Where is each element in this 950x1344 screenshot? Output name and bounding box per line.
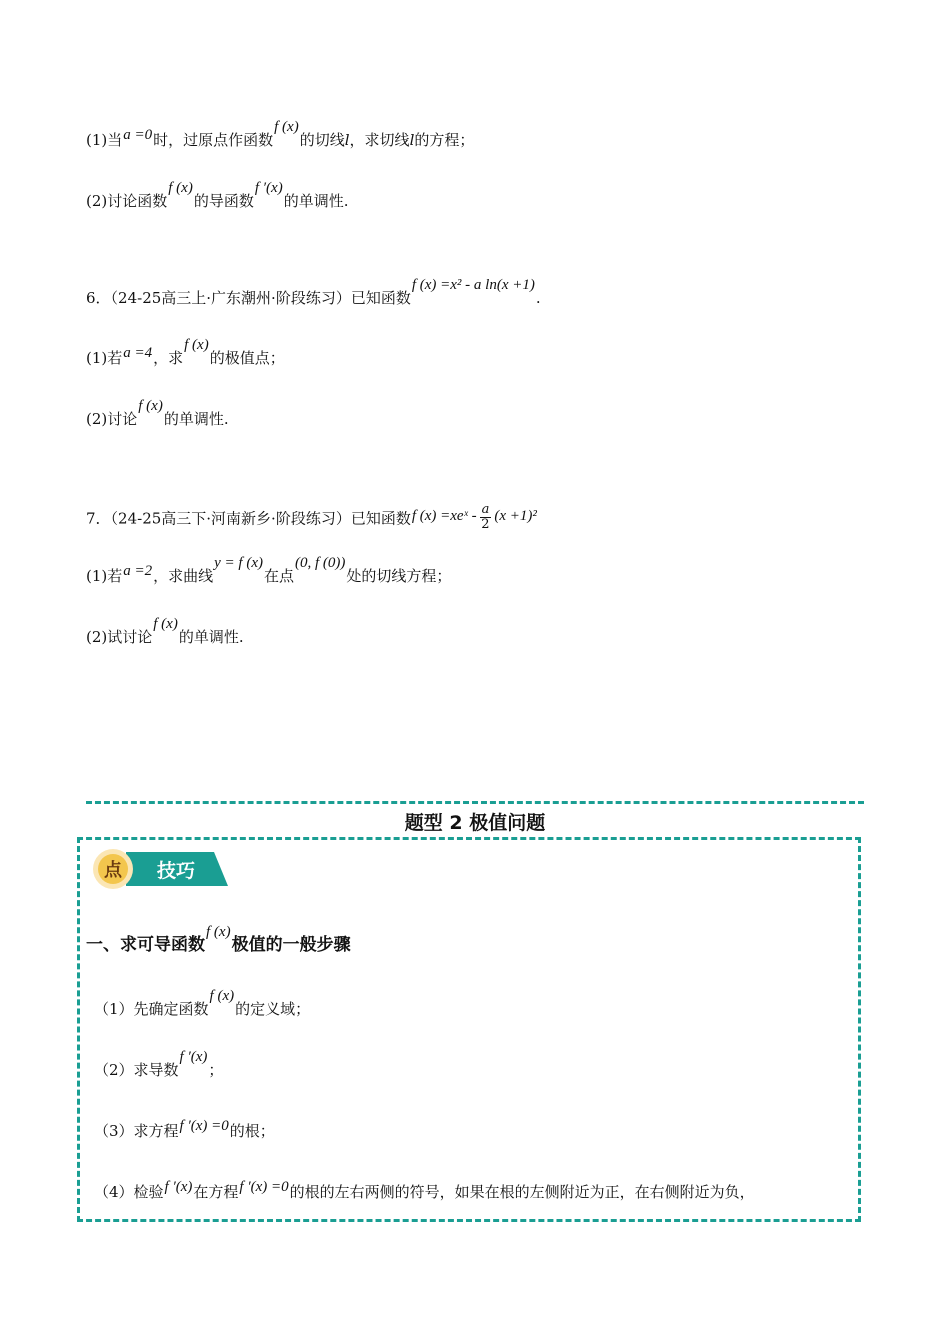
text: (1)若	[86, 567, 123, 585]
text: (1)当	[86, 131, 123, 149]
math: f ′(x) =0	[179, 1118, 229, 1134]
math: f (x)	[274, 119, 299, 135]
math: (x +1)²	[494, 507, 537, 524]
text: 的定义域；	[235, 1000, 311, 1018]
math: y = f (x)	[214, 555, 263, 571]
math: f (x) =xeˣ -	[411, 507, 477, 524]
text: 极值的一般步骤	[231, 935, 351, 955]
text: 在方程	[193, 1183, 239, 1201]
math: f (x)	[168, 180, 193, 196]
text: 一、求可导函数	[86, 935, 205, 955]
text: （2）求导数	[94, 1061, 179, 1079]
tips-box	[77, 837, 861, 1222]
fraction	[480, 503, 492, 532]
text: (2)讨论函数	[86, 192, 168, 210]
problem7-statement	[86, 502, 538, 534]
text: ，求曲线	[153, 567, 214, 585]
text: （4）检验	[94, 1183, 164, 1201]
tips-heading	[86, 924, 351, 955]
math: a =0	[123, 127, 153, 143]
math: f ′(x)	[179, 1049, 208, 1065]
problem5-part1	[86, 119, 475, 151]
math: l	[344, 131, 350, 149]
math: (0, f (0))	[295, 555, 346, 571]
text: 在点	[264, 567, 295, 585]
text: 的导函数	[193, 192, 254, 210]
problem6-part2	[86, 398, 229, 430]
math: l	[409, 131, 415, 149]
text: .	[535, 289, 541, 307]
math: f (x)	[209, 988, 235, 1004]
badge-label: 技巧	[156, 860, 196, 882]
text: (2)讨论	[86, 410, 138, 428]
section-title: 题型 2 极值问题	[404, 812, 546, 834]
math: f (x)	[153, 616, 178, 632]
problem7-part2	[86, 616, 244, 648]
tips-step-4	[94, 1181, 755, 1202]
text: （1）先确定函数	[94, 1000, 209, 1018]
problem5-part2	[86, 180, 349, 212]
text: ，求	[153, 349, 184, 367]
text: 7．（24-25高三下·河南新乡·阶段练习）已知函数	[86, 509, 411, 528]
denominator: 2	[481, 517, 490, 532]
text: 的极值点；	[209, 349, 285, 367]
math: f (x)	[138, 398, 163, 414]
math: a =4	[123, 345, 153, 361]
text: 的单调性.	[283, 192, 349, 210]
tips-step-1	[94, 988, 311, 1019]
tips-badge	[92, 846, 232, 890]
text: ；	[208, 1061, 224, 1079]
problem7-part1	[86, 555, 452, 587]
numerator: a	[481, 502, 490, 517]
text: (2)试讨论	[86, 628, 153, 646]
math: f (x)	[184, 337, 209, 353]
text: ，求切线	[349, 131, 410, 149]
text: 处的切线方程；	[346, 567, 452, 585]
text: (1)若	[86, 349, 123, 367]
text: 的切线	[299, 131, 345, 149]
math: f (x) =x² - a ln(x +1)	[411, 277, 535, 293]
problem6-statement	[86, 277, 541, 309]
math: f (x)	[206, 924, 231, 940]
text: 时，过原点作函数	[153, 131, 274, 149]
tips-step-3	[94, 1120, 275, 1141]
text: 6．（24-25高三上·广东潮州·阶段练习）已知函数	[86, 289, 411, 307]
math: f ′(x)	[254, 180, 283, 196]
text: 的根的左右两侧的符号，如果在根的左侧附近为正，在右侧附近为负，	[289, 1183, 755, 1201]
math: f ′(x) =0	[239, 1179, 289, 1195]
tips-step-2	[94, 1049, 224, 1080]
math: a =2	[123, 563, 153, 579]
math: f ′(x)	[164, 1179, 193, 1195]
text: 的方程；	[414, 131, 475, 149]
text: 的单调性.	[178, 628, 244, 646]
badge-char: 点	[104, 860, 122, 881]
text: 的单调性.	[163, 410, 229, 428]
text: （3）求方程	[94, 1122, 179, 1140]
problem6-part1	[86, 337, 285, 369]
text: 的根；	[229, 1122, 275, 1140]
section-divider-top	[86, 801, 864, 804]
